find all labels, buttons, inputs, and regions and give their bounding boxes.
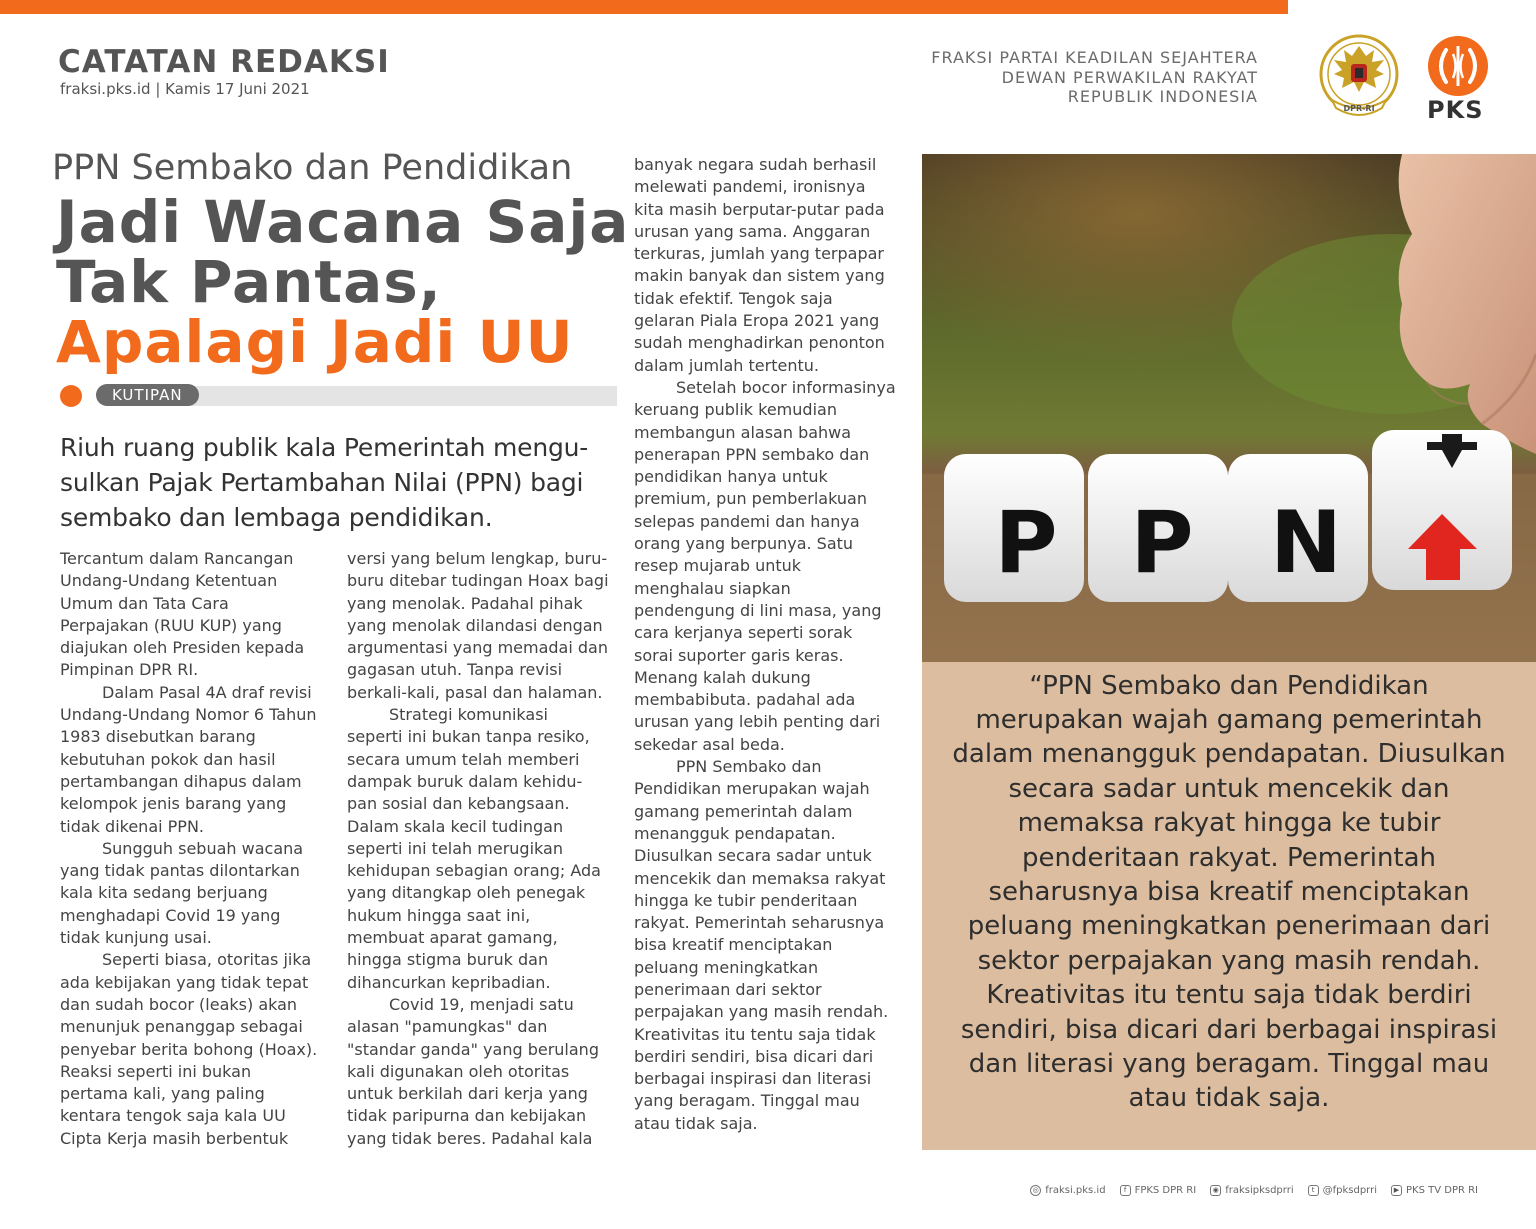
body-text-line: mencekik dan memaksa rakyat xyxy=(634,868,886,888)
body-text-line: Perpajakan (RUU KUP) yang xyxy=(60,615,282,635)
body-text-line: atau tidak saja. xyxy=(634,1113,758,1133)
dpr-emblem-icon xyxy=(1314,30,1404,122)
quote-line: seharusnya bisa kreatif menciptakan xyxy=(988,876,1470,907)
youtube-icon: ▶ xyxy=(1391,1185,1402,1196)
body-text-line: PPN Sembako dan xyxy=(676,757,822,777)
body-text-line: menunjuk penanggap sebagai xyxy=(60,1017,303,1037)
body-text-line: membangun alasan bahwa xyxy=(634,422,852,442)
quote-line: sektor perpajakan yang masih rendah. xyxy=(977,945,1481,976)
die-letter: P xyxy=(994,493,1058,593)
footer-social-label: PKS TV DPR RI xyxy=(1406,1185,1478,1196)
body-text-line: yang menolak. Padahal pihak xyxy=(347,593,583,613)
body-text-line: Tercantum dalam Rancangan xyxy=(60,549,294,568)
quote-line: sendiri, bisa dicari dari berbagai inspirasi xyxy=(960,1014,1498,1045)
org-line: DEWAN PERWAKILAN RAKYAT xyxy=(1001,67,1258,87)
body-text-line: Umum dan Tata Cara xyxy=(60,593,229,613)
emblem-banner-text: DPR-RI xyxy=(1343,104,1375,113)
body-text-line: berkali-kali, pasal dan halaman. xyxy=(347,682,603,702)
body-text-line: Menang kalah dukung xyxy=(634,667,811,687)
quote-line: peluang meningkatkan penerimaan dari xyxy=(967,911,1491,942)
footer-social-label: @fpksdprri xyxy=(1322,1185,1377,1196)
body-text-line: terkuras, jumlah yang terpapar xyxy=(634,244,884,264)
pull-quote-text xyxy=(922,669,1536,1116)
body-text-line: yang beragam. Tinggal mau xyxy=(634,1091,860,1111)
quote-line: merupakan wajah gamang pemerintah xyxy=(975,704,1483,735)
body-text-line: peluang meningkatkan xyxy=(634,957,819,977)
body-text-line: menangguk pendapatan. xyxy=(634,823,836,843)
ppn-dice-photo xyxy=(922,154,1536,662)
body-text-line: hukum hingga saat ini, xyxy=(347,905,531,925)
body-text-line: menghadapi Covid 19 yang xyxy=(60,905,281,925)
body-text-line: pan sosial dan kebangsaan. xyxy=(347,794,570,814)
body-text-line: secara umum telah memberi xyxy=(347,749,580,769)
body-text-line: orang yang berpunya. Satu xyxy=(634,534,854,554)
body-text-line: membuat aparat gamang, xyxy=(347,928,558,948)
body-text-line: penerimaan dari sektor xyxy=(634,979,822,999)
lead-line: sembako dan lembaga pendidikan. xyxy=(60,503,493,532)
body-text-line: tidak efektif. Tengok saja xyxy=(634,288,833,308)
orange-dot-icon xyxy=(60,385,82,407)
body-text-line: Covid 19, menjadi satu xyxy=(389,994,574,1014)
quote-line: “PPN Sembako dan Pendidikan xyxy=(1029,670,1429,701)
lead-line: sulkan Pajak Pertambahan Nilai (PPN) bagi xyxy=(60,468,584,497)
body-text-line: Reaksi seperti ini bukan xyxy=(60,1061,252,1081)
quote-line: dalam menangguk pendapatan. Diusulkan xyxy=(952,739,1506,770)
body-text-line: berdiri sendiri, bisa dicari dari xyxy=(634,1046,874,1066)
body-text-line: membabibuta. padahal ada xyxy=(634,690,856,710)
body-text-line: keruang publik kemudian xyxy=(634,400,837,420)
body-text-line: kali digunakan oleh otoritas xyxy=(347,1061,570,1081)
body-text-line: Dalam skala kecil tudingan xyxy=(347,816,564,836)
body-text-line: kala kita sedang berjuang xyxy=(60,883,268,903)
body-text-line: perpajakan yang masih rendah. xyxy=(634,1002,889,1022)
body-text-line: Cipta Kerja masih berbentuk xyxy=(60,1128,289,1148)
body-text-line: rakyat. Pemerintah seharusnya xyxy=(634,913,885,933)
body-text-line: dihancurkan kepribadian. xyxy=(347,972,551,992)
section-label-row xyxy=(60,383,617,407)
body-text-line: sorai suporter garis keras. xyxy=(634,645,844,665)
body-text-line: Setelah bocor informasinya xyxy=(676,377,896,397)
body-text-line: premium, pun pemberlakuan xyxy=(634,489,867,509)
footer-social-label: FPKS DPR RI xyxy=(1134,1185,1197,1196)
footer-social-item[interactable] xyxy=(1308,1185,1377,1196)
quote-line: atau tidak saja. xyxy=(1128,1083,1330,1114)
body-text-line: Seperti biasa, otoritas jika xyxy=(102,950,312,970)
footer-social-label: fraksi.pks.id xyxy=(1045,1185,1106,1196)
organization-name xyxy=(931,48,1258,107)
body-column-1 xyxy=(60,548,317,1150)
body-text-line: argumentasi yang memadai dan xyxy=(347,638,608,658)
body-text-line: gamang pemerintah dalam xyxy=(634,801,853,821)
body-text-line: selepas pandemi dan hanya xyxy=(634,511,860,531)
body-text-line: gelaran Piala Eropa 2021 yang xyxy=(634,311,880,331)
body-text-line: kentara tengok saja kala UU xyxy=(60,1106,286,1126)
footer-social-item[interactable] xyxy=(1210,1185,1293,1196)
body-column-3 xyxy=(634,154,896,1135)
body-text-line: makin banyak dan sistem yang xyxy=(634,266,885,286)
body-text-line: untuk berkilah dari kerja yang xyxy=(347,1084,588,1104)
body-text-line: Pendidikan merupakan wajah xyxy=(634,779,870,799)
body-text-line: berbagai inspirasi dan literasi xyxy=(634,1069,872,1089)
headline-line: Jadi Wacana Saja xyxy=(56,188,630,256)
body-text-line: urusan yang lebih penting dari xyxy=(634,712,881,732)
body-text-line: hingga ke tubir penderitaan xyxy=(634,890,858,910)
body-text-line: penerapan PPN sembako dan xyxy=(634,444,870,464)
lead-line: Riuh ruang publik kala Pemerintah mengu- xyxy=(60,433,589,462)
body-text-line: cara kerjanya seperti sorak xyxy=(634,623,853,643)
section-divider xyxy=(150,386,617,406)
body-text-line: tidak paripurna dan kebijakan xyxy=(347,1106,587,1126)
body-text-line: versi yang belum lengkap, buru- xyxy=(347,549,608,568)
body-text-line: Pimpinan DPR RI. xyxy=(60,660,199,680)
body-text-line: alasan "pamungkas" dan xyxy=(347,1017,548,1037)
body-text-line: Sungguh sebuah wacana xyxy=(102,838,304,858)
body-text-line: kita masih berputar-putar pada xyxy=(634,199,885,219)
body-text-line: penyebar berita bohong (Hoax). xyxy=(60,1039,318,1059)
body-column-2 xyxy=(347,548,609,1150)
body-text-line: melewati pandemi, ironisnya xyxy=(634,177,866,197)
quote-line: Kreativitas itu tentu saja tidak berdiri xyxy=(986,980,1472,1011)
lead-paragraph xyxy=(60,430,620,535)
body-text-line: seperti ini bukan tanpa resiko, xyxy=(347,727,590,747)
body-text-line: urusan yang sama. Anggaran xyxy=(634,221,871,241)
quote-line: dan literasi yang beragam. Tinggal mau xyxy=(968,1048,1490,1079)
body-text-line: menghalau siapkan xyxy=(634,578,791,598)
body-text-line: buru ditebar tudingan Hoax bagi xyxy=(347,571,609,591)
die-letter: N xyxy=(1270,493,1342,593)
body-text-line: kehidupan sebagian orang; Ada xyxy=(347,861,601,881)
quote-line: penderitaan rakyat. Pemerintah xyxy=(1021,842,1437,873)
body-text-line: yang ditangkap oleh penegak xyxy=(347,883,586,903)
quote-line: secara sadar untuk mencekik dan xyxy=(1008,773,1450,804)
quote-line: memaksa rakyat hingga ke tubir xyxy=(1017,808,1441,839)
body-text-line: resep mujarab untuk xyxy=(634,556,802,576)
body-text-line: bisa kreatif menciptakan xyxy=(634,935,833,955)
footer-social-item[interactable] xyxy=(1120,1185,1197,1196)
body-text-line: hingga stigma buruk dan xyxy=(347,950,549,970)
article-kicker: PPN Sembako dan Pendidikan xyxy=(52,148,573,188)
footer-social-item[interactable] xyxy=(1391,1185,1478,1196)
article-headline xyxy=(56,188,630,376)
body-text-line: sekedar asal beda. xyxy=(634,734,785,754)
body-text-line: sudah menghadirkan penonton xyxy=(634,333,885,353)
instagram-icon: ◉ xyxy=(1210,1185,1221,1196)
section-label-badge: KUTIPAN xyxy=(96,384,199,406)
body-text-line: dampak buruk dalam kehidu- xyxy=(347,771,583,791)
social-footer xyxy=(1030,1185,1478,1196)
die-letter: P xyxy=(1130,493,1194,593)
headline-line: Tak Pantas, xyxy=(56,248,442,316)
body-text-line: dalam jumlah tertentu. xyxy=(634,355,819,375)
body-text-line: diajukan oleh Presiden kepada xyxy=(60,638,305,658)
globe-icon: ◎ xyxy=(1030,1185,1041,1196)
footer-social-item[interactable] xyxy=(1030,1185,1105,1196)
body-text-line: yang menolak dilandasi dengan xyxy=(347,615,603,635)
body-text-line: pertambangan dihapus dalam xyxy=(60,771,302,791)
body-text-line: kelompok jenis barang yang xyxy=(60,794,287,814)
body-text-line: Diusulkan secara sadar untuk xyxy=(634,846,872,866)
body-text-line: pendengung di lini masa, yang xyxy=(634,600,882,620)
body-text-line: dan sudah bocor (leaks) akan xyxy=(60,994,298,1014)
footer-social-label: fraksipksdprri xyxy=(1225,1185,1294,1196)
pull-quote-panel xyxy=(922,662,1536,1150)
body-text-line: tidak kunjung usai. xyxy=(60,928,212,948)
twitter-icon: t xyxy=(1308,1185,1319,1196)
body-text-line: gagasan utuh. Tanpa revisi xyxy=(347,660,563,680)
page-date-line: fraksi.pks.id | Kamis 17 Juni 2021 xyxy=(60,80,310,98)
headline-accent-line: Apalagi Jadi UU xyxy=(56,308,574,376)
body-text-line: ada kebijakan yang tidak tepat xyxy=(60,972,309,992)
body-text-line: Dalam Pasal 4A draf revisi xyxy=(102,682,312,702)
body-text-line: Strategi komunikasi xyxy=(389,705,548,725)
body-text-line: yang tidak beres. Padahal kala xyxy=(347,1128,593,1148)
org-line: FRAKSI PARTAI KEADILAN SEJAHTERA xyxy=(931,48,1258,67)
body-text-line: seperti ini telah merugikan xyxy=(347,838,563,858)
body-text-line: Kreativitas itu tentu saja tidak xyxy=(634,1024,876,1044)
org-line: REPUBLIK INDONESIA xyxy=(1067,87,1258,106)
body-text-line: Undang-Undang Ketentuan xyxy=(60,571,278,591)
body-text-line: tidak dikenai PPN. xyxy=(60,816,204,836)
pks-logo-text: PKS xyxy=(1427,96,1484,124)
body-text-line: pendidikan hanya untuk xyxy=(634,467,828,487)
body-text-line: pertama kali, yang paling xyxy=(60,1084,265,1104)
body-text-line: yang tidak pantas dilontarkan xyxy=(60,861,300,881)
body-text-line: 1983 disebutkan barang xyxy=(60,727,256,747)
body-text-line: kebutuhan pokok dan hasil xyxy=(60,749,276,769)
facebook-icon: f xyxy=(1120,1185,1131,1196)
top-accent-bar xyxy=(0,0,1288,14)
body-text-line: "standar ganda" yang berulang xyxy=(347,1039,599,1059)
body-text-line: banyak negara sudah berhasil xyxy=(634,155,877,174)
body-text-line: Undang-Undang Nomor 6 Tahun xyxy=(60,705,317,725)
page-title: CATATAN REDAKSI xyxy=(58,44,390,80)
